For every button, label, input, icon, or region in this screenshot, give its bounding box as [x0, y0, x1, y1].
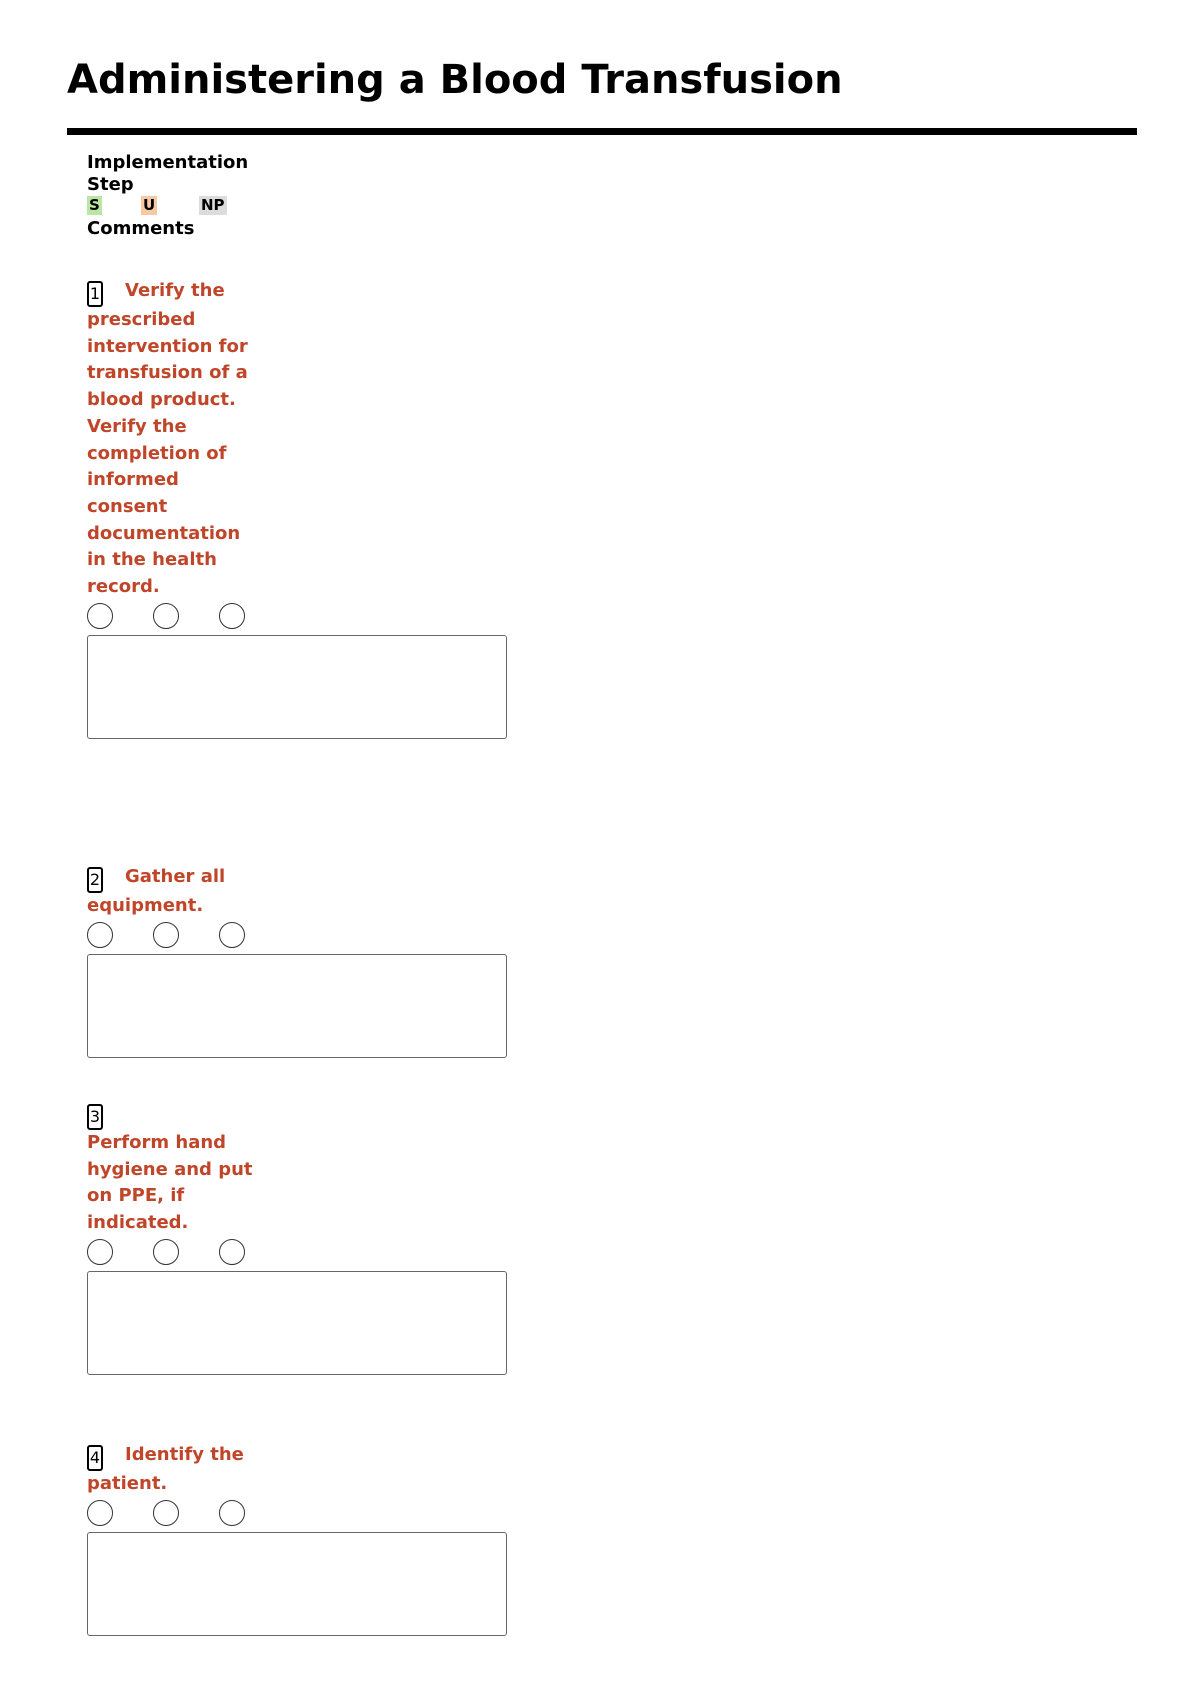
rating-np-radio[interactable] — [219, 1239, 245, 1265]
comments-field[interactable] — [87, 954, 507, 1058]
step-row — [87, 1442, 517, 1636]
comments-field[interactable] — [87, 1271, 507, 1375]
header-comments: Comments — [87, 218, 195, 239]
rating-u-radio[interactable] — [153, 922, 179, 948]
step-description — [87, 278, 257, 601]
step-row — [87, 1101, 517, 1375]
rating-options — [87, 601, 517, 631]
comments-field[interactable] — [87, 1532, 507, 1636]
step-description — [87, 864, 257, 920]
rating-np-radio[interactable] — [219, 922, 245, 948]
rating-np-radio[interactable] — [219, 1500, 245, 1526]
rating-u-radio[interactable] — [153, 603, 179, 629]
step-number: 1 — [87, 281, 103, 307]
rating-u-radio[interactable] — [153, 1239, 179, 1265]
rating-u-radio[interactable] — [153, 1500, 179, 1526]
step-number: 4 — [87, 1445, 103, 1471]
rating-s-radio[interactable] — [87, 603, 113, 629]
table-header — [87, 152, 248, 240]
rating-options — [87, 920, 517, 950]
header-implementation: Implementation — [87, 152, 249, 173]
legend-unsatisfactory: U — [143, 196, 156, 214]
step-row — [87, 278, 517, 739]
step-text: Gather all equipment. — [87, 866, 226, 916]
legend-not-performed: NP — [201, 196, 225, 214]
step-text: Identify the patient. — [87, 1444, 244, 1494]
step-row — [87, 864, 517, 1058]
header-step: Step — [87, 174, 134, 195]
rating-s-radio[interactable] — [87, 1500, 113, 1526]
step-description — [87, 1442, 257, 1498]
comments-field[interactable] — [87, 635, 507, 739]
step-text: Perform hand hygiene and put on PPE, if indicated. — [87, 1132, 253, 1234]
rating-options — [87, 1237, 517, 1267]
title-divider — [67, 128, 1137, 135]
step-description — [87, 1101, 257, 1237]
step-number: 2 — [87, 867, 103, 893]
rating-np-radio[interactable] — [219, 603, 245, 629]
rating-options — [87, 1498, 517, 1528]
rating-s-radio[interactable] — [87, 1239, 113, 1265]
step-number: 3 — [87, 1104, 103, 1130]
rating-legend — [87, 196, 248, 218]
page-title: Administering a Blood Transfusion — [67, 57, 843, 103]
legend-satisfactory: S — [89, 196, 100, 214]
rating-s-radio[interactable] — [87, 922, 113, 948]
step-text: Verify the prescribed intervention for transfusion of a blood product. Verify the completion of informed consent documentation in the health record. — [87, 280, 248, 598]
